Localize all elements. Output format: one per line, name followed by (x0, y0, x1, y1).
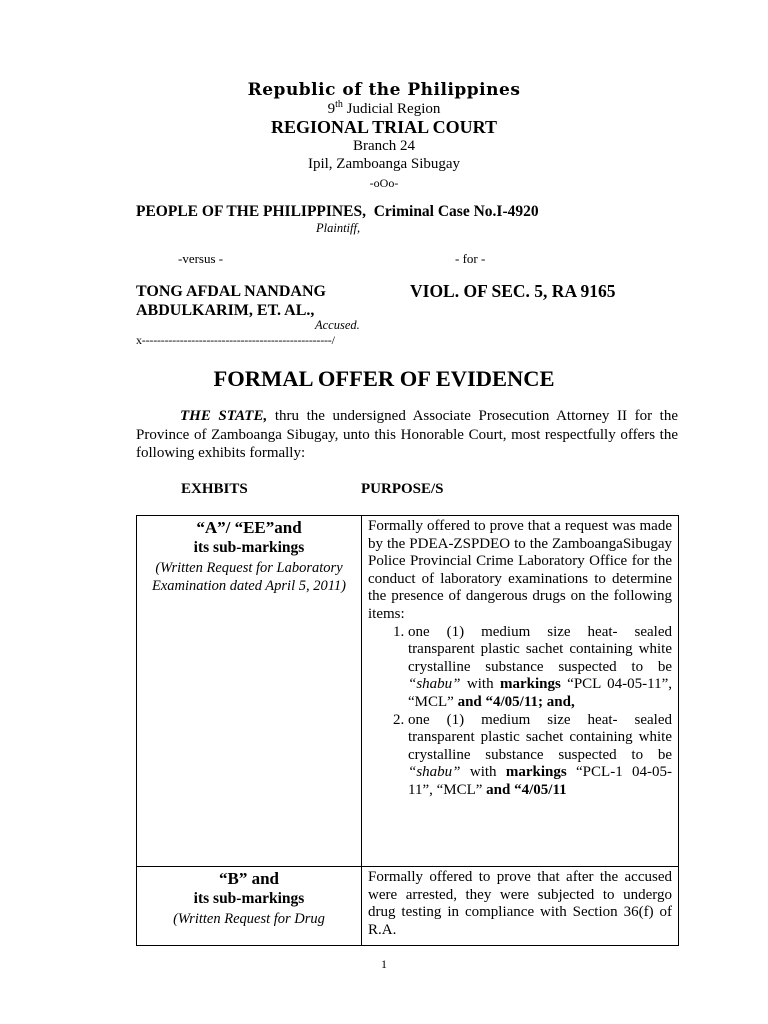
exhibit-submarkings: its sub-markings (193, 890, 305, 907)
intro-lead: THE STATE, (180, 408, 268, 424)
table-row (137, 867, 679, 946)
violation-charge: VIOL. OF SEC. 5, RA 9165 (410, 281, 616, 301)
accused-name-line1: TONG AFDAL NANDANG (136, 283, 326, 300)
item-text: with (460, 676, 500, 693)
exhibit-description: (Written Request for Drug (173, 911, 325, 927)
items-list (368, 624, 672, 800)
item-text: “PCL 04-05-11”, “MCL” (408, 676, 672, 710)
plaintiff-name: PEOPLE OF THE PHILIPPINES, (136, 203, 366, 220)
document-title: FORMAL OFFER OF EVIDENCE (213, 366, 555, 391)
court-name: REGIONAL TRIAL COURT (270, 117, 498, 137)
list-item (408, 712, 672, 800)
exhibits-table (136, 515, 679, 946)
judicial-region (0, 99, 768, 118)
markings-label: markings (499, 676, 561, 693)
region-text: Judicial Region (342, 101, 441, 117)
branch: Branch 24 (352, 138, 416, 154)
accused-label: Accused. (315, 318, 360, 332)
intro-paragraph (136, 407, 678, 463)
plaintiff-line (136, 203, 539, 221)
exhibit-cell (137, 867, 362, 946)
item-text: one (1) medium size heat- sealed transparent plastic sachet containing white crystalline substance suspected to be (408, 623, 672, 675)
drug-name: “shabu” (408, 676, 461, 693)
item-tail: and “4/05/11 (486, 781, 567, 798)
for-label: - for - (455, 251, 486, 266)
purpose-text: Formally offered to prove that a request was made by the PDEA-ZSPDEO to the ZamboangaSibugay Police Provincial Crime Laboratory Office for the conduct of laboratory examinations to determine the presence of dangerous drugs on the following items: (368, 518, 672, 622)
republic-heading: Republic of the Philippines (247, 80, 521, 100)
item-tail: and “4/05/11; and, (457, 693, 575, 710)
exhibit-description: (Written Request for Laboratory Examination dated April 5, 2011) (152, 560, 346, 594)
exhibit-label: “B” and (219, 869, 279, 888)
accused-name-line2: ABDULKARIM, ET. AL., (136, 302, 315, 319)
plaintiff-label: Plaintiff, (316, 221, 361, 235)
exhibit-submarkings: its sub-markings (193, 539, 305, 556)
purpose-cell (362, 516, 679, 867)
region-number: 9 (327, 101, 336, 117)
caption-rule: x--------------------------------------------------/ (136, 333, 335, 347)
markings-label: markings (505, 764, 567, 781)
page-number: 1 (381, 957, 387, 971)
list-item (408, 624, 672, 712)
purpose-cell (362, 867, 679, 946)
exhibits-column-heading: EXHBITS (181, 481, 248, 497)
drug-name: “shabu” (408, 764, 461, 781)
exhibit-label: “A”/ “EE”and (196, 518, 302, 537)
purpose-column-heading: PURPOSE/S (361, 481, 444, 497)
header-separator: -oOo- (369, 176, 399, 190)
table-row (137, 516, 679, 867)
versus-label: -versus - (178, 251, 224, 266)
region-suffix: th (335, 99, 343, 110)
purpose-text: Formally offered to prove that after the accused were arrested, they were subjected to undergo drug testing in compliance with Section 36(f) of R.A. (368, 869, 672, 938)
exhibit-cell (137, 516, 362, 867)
item-text: with (460, 764, 506, 781)
court-location: Ipil, Zamboanga Sibugay (307, 156, 461, 172)
item-text: one (1) medium size heat- sealed transparent plastic sachet containing white crystalline substance suspected to be (408, 711, 672, 763)
case-number: Criminal Case No.I-4920 (373, 203, 539, 220)
item-text: “PCL-1 04-05-11”, “MCL” (408, 764, 673, 798)
intro-text: thru the undersigned Associate Prosecution Attorney II for the Province of Zamboanga Sibugay, unto this Honorable Court, most respectfully offers the following exhibits formally: (136, 408, 679, 461)
